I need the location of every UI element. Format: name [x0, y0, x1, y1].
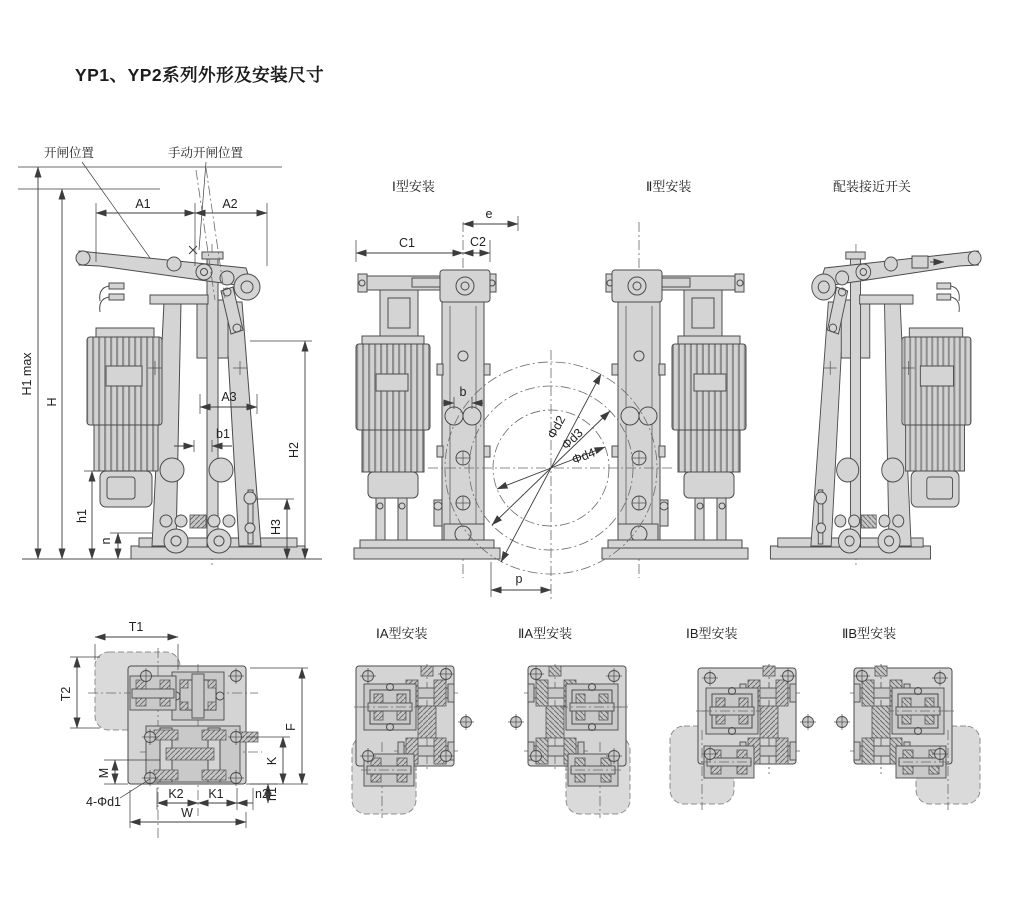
dim-label-c1: C1 [399, 236, 415, 250]
footprint-view [88, 648, 262, 838]
callout-manual-open-position: 手动开闸位置 [168, 146, 244, 160]
dim-label-4d1: 4-Φd1 [86, 795, 121, 809]
dim-label-w: W [181, 806, 193, 820]
dim-label-a1: A1 [135, 197, 151, 211]
dim-label-t1: T1 [128, 620, 144, 634]
bottom-view-ia-title: ⅠA型安装 [376, 626, 428, 641]
dim-label-a2: A2 [222, 197, 238, 211]
bottom-view-iib-title: ⅡB型安装 [842, 626, 897, 641]
dim-label-t2: T2 [59, 686, 73, 702]
dim-label-p: p [515, 572, 523, 586]
dim-label-k: K [265, 756, 279, 766]
dim-label-a3: A3 [221, 390, 237, 404]
dim-label-d2: Φd2 [544, 413, 569, 441]
dim-label-k2: K2 [168, 787, 184, 801]
dim-label-b1: b1 [216, 427, 230, 441]
bottom-view-iia [508, 664, 630, 818]
type1-title: Ⅰ型安装 [392, 179, 435, 194]
dim-label-e: e [485, 207, 493, 221]
front-view [76, 168, 305, 566]
dim-label-n2: n2 [255, 787, 269, 801]
dim-label-c2: C2 [470, 235, 486, 249]
dim-label-k1: K1 [208, 787, 224, 801]
bottom-view-iia-title: ⅡA型安装 [518, 626, 573, 641]
type2-title: Ⅱ型安装 [646, 179, 692, 194]
proximity-title: 配装接近开关 [833, 179, 912, 194]
bottom-view-iib [834, 664, 980, 810]
dim-label-h2: H2 [287, 442, 301, 458]
dim-label-m: M [97, 767, 111, 779]
dim-label-h3: H3 [269, 519, 283, 535]
dim-label-b: b [459, 385, 467, 399]
dim-label-d3: Φd3 [558, 425, 586, 453]
type2-view [602, 222, 748, 578]
dim-label-h1max: H1 max [20, 352, 34, 396]
bottom-view-ib-title: ⅠB型安装 [686, 626, 738, 641]
dim-label-h1: h1 [75, 509, 89, 523]
dim-label-h: H [45, 397, 59, 407]
page-title: YP1、YP2系列外形及安装尺寸 [75, 65, 325, 85]
dim-label-n: n [99, 537, 113, 545]
bottom-view-ib [670, 664, 816, 810]
bottom-view-ia [352, 664, 474, 818]
dim-label-n1: n1 [265, 787, 279, 801]
dim-label-f: F [284, 723, 298, 731]
proximity-view [770, 244, 981, 566]
dim-label-d4: Φd4 [569, 445, 598, 468]
callout-open-position: 开闸位置 [44, 146, 95, 160]
type1-view [354, 222, 500, 578]
